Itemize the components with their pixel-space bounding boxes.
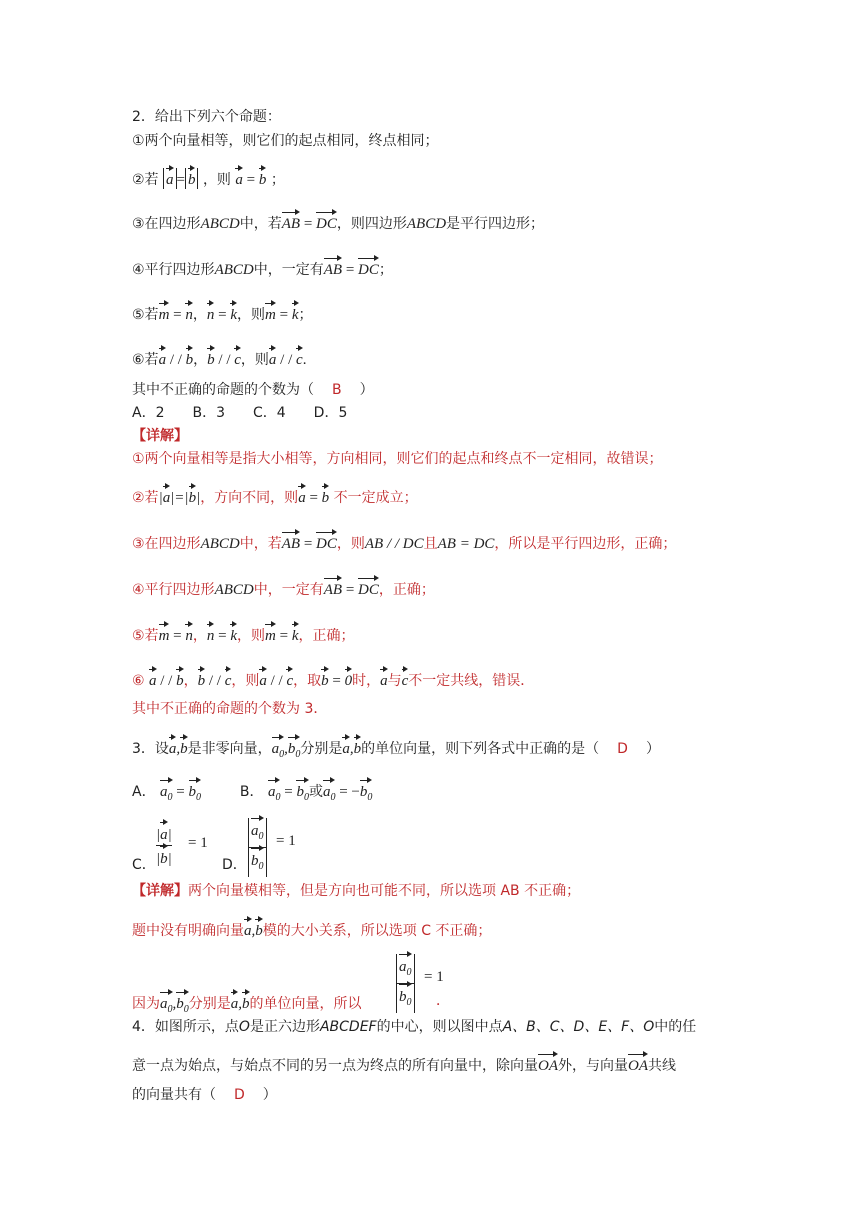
- q2-prop-5: ⑤若m = n，n = k，则m = k；: [132, 303, 313, 324]
- d2-line-7: 其中不正确的命题的个数为 3．: [132, 701, 328, 717]
- q4-line-3: 的向量共有（ D ）: [132, 1087, 277, 1103]
- q2-prop-2: ②若 a = b ，则 a = b ；: [132, 168, 285, 189]
- q2-question: 其中不正确的命题的个数为（ B ）: [132, 382, 374, 398]
- q2-answer: B: [332, 382, 342, 398]
- q3-answer: D: [617, 741, 628, 757]
- d2-line-5: ⑤若m = n，n = k，则m = k，正确；: [132, 624, 355, 645]
- d2-line-1: ①两个向量相等是指大小相等，方向相同，则它们的起点和终点不一定相同，故错误；: [132, 451, 663, 467]
- q3-options-ab: A． $a_0 = b_0$ B． $a_0 = b_0$或$a_0 = -b_0$: [132, 780, 372, 807]
- d2-line-3: ③在四边形ABCD中，若AB = DC，则AB / / DC且AB = DC，所以是平行四边形，正确；: [132, 532, 676, 553]
- q4-line-2: 意一点为始点，与始点不同的另一点为终点的所有向量中，除向量OA外，与向量OA共线: [132, 1054, 676, 1075]
- q4-answer: D: [234, 1087, 245, 1103]
- q2-options: A．2 B．3 C．4 D．5: [132, 405, 348, 421]
- d2-line-2: ②若|a|=|b|，方向不同，则a = b 不一定成立；: [132, 486, 418, 507]
- q3-stem: 3．设a,b是非零向量，$a_0,b_0$分别是a,b的单位向量，则下列各式中正确的是（ D ）: [132, 737, 660, 764]
- d2-line-4: ④平行四边形ABCD中，一定有AB = DC，正确；: [132, 578, 435, 599]
- detail-label: 【详解】: [132, 428, 188, 444]
- detail-label: 【详解】: [132, 883, 188, 899]
- q2-prop-3: ③在四边形ABCD中，若AB = DC，则四边形ABCD是平行四边形；: [132, 212, 544, 233]
- d3-line-2: 题中没有明确向量a,b模的大小关系，所以选项 C 不正确；: [132, 919, 491, 940]
- q2-prop-6: ⑥若a / / b，b / / c，则a / / c.: [132, 348, 306, 369]
- d3-line-1: 【详解】两个向量模相等，但是方向也可能不同，所以选项 AB 不正确；: [132, 883, 581, 899]
- q2-prop-1: ①两个向量相等，则它们的起点相同，终点相同；: [132, 133, 439, 149]
- q2-title: 2．给出下列六个命题：: [132, 109, 281, 125]
- q4-line-1: 4．如图所示，点O是正六边形ABCDEF的中心，则以图中点A、B、C、D、E、F、O中的任: [132, 1019, 697, 1035]
- d2-line-6: ⑥ a / / b，b / / c，则a / / c，取b = 0时，a与c不一定共线，错误．: [132, 669, 534, 690]
- q2-prop-4: ④平行四边形ABCD中，一定有AB = DC；: [132, 258, 393, 279]
